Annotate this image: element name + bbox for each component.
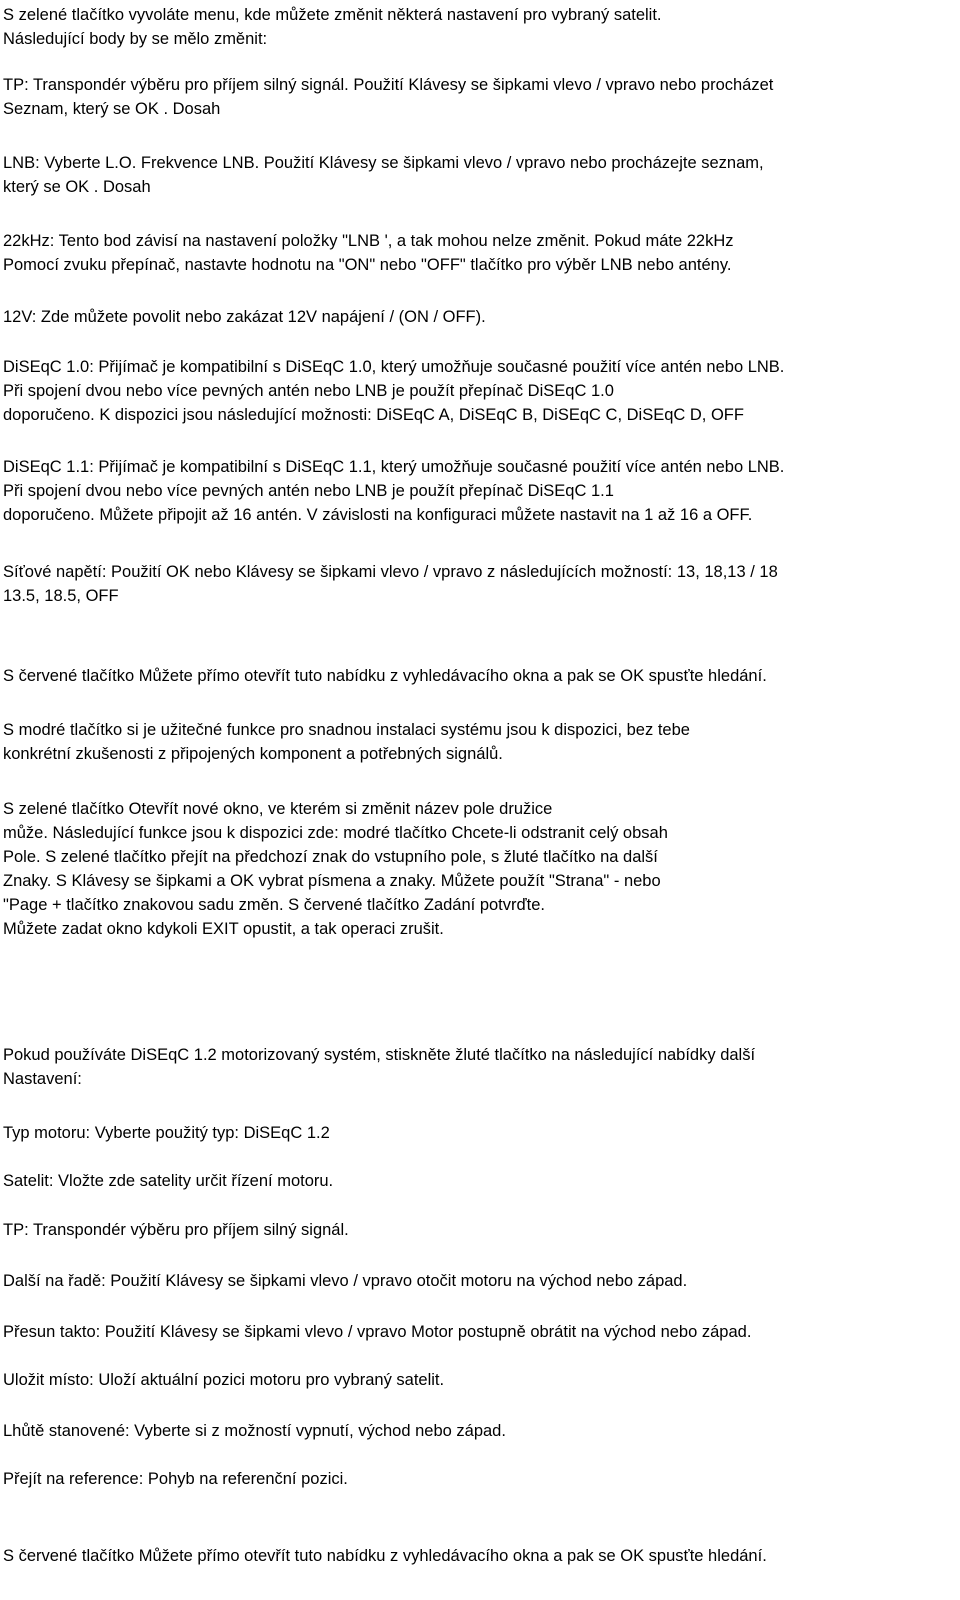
paragraph-red-button bbox=[3, 664, 953, 688]
text-line: Další na řadě: Použití Klávesy se šipkami vlevo / vpravo otočit motoru na východ nebo západ. bbox=[3, 1272, 688, 1290]
paragraph-green-button-rename bbox=[3, 797, 953, 941]
text-line: Pole. S zelené tlačítko přejít na předchozí znak do vstupního pole, s žluté tlačítko na další bbox=[3, 848, 658, 866]
text-line: Přesun takto: Použití Klávesy se šipkami vlevo / vpravo Motor postupně obrátit na východ nebo západ. bbox=[3, 1323, 752, 1341]
paragraph-limits bbox=[3, 1419, 953, 1443]
paragraph-motor-type bbox=[3, 1121, 953, 1145]
text-line: Pomocí zvuku přepínač, nastavte hodnotu na "ON" nebo "OFF" tlačítko pro výběr LNB nebo antény. bbox=[3, 256, 732, 274]
text-line: 22kHz: Tento bod závisí na nastavení položky "LNB ', a tak mohou nelze změnit. Pokud máte 22kHz bbox=[3, 232, 734, 250]
paragraph-red-button-2 bbox=[3, 1544, 953, 1568]
paragraph-voltage bbox=[3, 560, 953, 608]
text-line: Přejít na reference: Pohyb na referenční pozici. bbox=[3, 1470, 348, 1488]
text-line: Satelit: Vložte zde satelity určit řízení motoru. bbox=[3, 1172, 334, 1190]
text-line: Uložit místo: Uloží aktuální pozici motoru pro vybraný satelit. bbox=[3, 1371, 445, 1389]
paragraph-diseqc-12 bbox=[3, 1043, 953, 1091]
text-line: Při spojení dvou nebo více pevných antén nebo LNB je použít přepínač DiSEqC 1.1 bbox=[3, 482, 614, 500]
text-line: TP: Transpondér výběru pro příjem silný signál. Použití Klávesy se šipkami vlevo / vpravo nebo procházet bbox=[3, 76, 774, 94]
text-line: "Page + tlačítko znakovou sadu změn. S červené tlačítko Zadání potvrďte. bbox=[3, 896, 546, 914]
paragraph-tp-motor bbox=[3, 1218, 953, 1242]
text-line: Při spojení dvou nebo více pevných antén nebo LNB je použít přepínač DiSEqC 1.0 bbox=[3, 382, 614, 400]
text-line: Znaky. S Klávesy se šipkami a OK vybrat písmena a znaky. Můžete použít "Strana" - nebo bbox=[3, 872, 661, 890]
text-line: S červené tlačítko Můžete přímo otevřít tuto nabídku z vyhledávacího okna a pak se OK spusťte hledání. bbox=[3, 667, 767, 685]
paragraph-intro bbox=[3, 3, 953, 51]
text-line: konkrétní zkušenosti z připojených komponent a potřebných signálů. bbox=[3, 745, 503, 763]
paragraph-satellite bbox=[3, 1169, 953, 1193]
text-line: 12V: Zde můžete povolit nebo zakázat 12V napájení / (ON / OFF). bbox=[3, 308, 486, 326]
paragraph-reference bbox=[3, 1467, 953, 1491]
text-line: TP: Transpondér výběru pro příjem silný signál. bbox=[3, 1221, 349, 1239]
text-line: Typ motoru: Vyberte použitý typ: DiSEqC 1.2 bbox=[3, 1124, 330, 1142]
text-line: S červené tlačítko Můžete přímo otevřít tuto nabídku z vyhledávacího okna a pak se OK spusťte hledání. bbox=[3, 1547, 767, 1565]
text-line: LNB: Vyberte L.O. Frekvence LNB. Použití Klávesy se šipkami vlevo / vpravo nebo procházejte seznam, bbox=[3, 154, 764, 172]
paragraph-diseqc-10 bbox=[3, 355, 953, 427]
text-line: Následující body by se mělo změnit: bbox=[3, 30, 268, 48]
text-line: doporučeno. Můžete připojit až 16 antén. V závislosti na konfiguraci můžete nastavit na 1 až 16 a OFF. bbox=[3, 506, 753, 524]
text-line: Síťové napětí: Použití OK nebo Klávesy se šipkami vlevo / vpravo z následujících možností: 13, 18,13 / 18 bbox=[3, 563, 778, 581]
text-line: DiSEqC 1.1: Přijímač je kompatibilní s DiSEqC 1.1, který umožňuje současné použití více antén nebo LNB. bbox=[3, 458, 785, 476]
paragraph-lnb bbox=[3, 151, 953, 199]
paragraph-22khz bbox=[3, 229, 953, 277]
text-line: Pokud používáte DiSEqC 1.2 motorizovaný systém, stiskněte žluté tlačítko na následující nabídky další bbox=[3, 1046, 756, 1064]
text-line: může. Následující funkce jsou k dispozici zde: modré tlačítko Chcete-li odstranit celý obsah bbox=[3, 824, 668, 842]
text-line: Lhůtě stanovené: Vyberte si z možností vypnutí, východ nebo západ. bbox=[3, 1422, 506, 1440]
text-line: Můžete zadat okno kdykoli EXIT opustit, a tak operaci zrušit. bbox=[3, 920, 444, 938]
text-line: Nastavení: bbox=[3, 1070, 82, 1088]
paragraph-blue-button bbox=[3, 718, 953, 766]
paragraph-tp bbox=[3, 73, 953, 121]
text-line: S zelené tlačítko vyvoláte menu, kde můžete změnit některá nastavení pro vybraný satelit. bbox=[3, 6, 662, 24]
text-line: 13.5, 18.5, OFF bbox=[3, 587, 119, 605]
text-line: S zelené tlačítko Otevřít nové okno, ve kterém si změnit název pole družice bbox=[3, 800, 553, 818]
text-line: S modré tlačítko si je užitečné funkce pro snadnou instalaci systému jsou k dispozici, bez tebe bbox=[3, 721, 690, 739]
paragraph-next bbox=[3, 1269, 953, 1293]
paragraph-move bbox=[3, 1320, 953, 1344]
text-line: Seznam, který se OK . Dosah bbox=[3, 100, 221, 118]
paragraph-save-position bbox=[3, 1368, 953, 1392]
text-line: DiSEqC 1.0: Přijímač je kompatibilní s DiSEqC 1.0, který umožňuje současné použití více antén nebo LNB. bbox=[3, 358, 785, 376]
text-line: který se OK . Dosah bbox=[3, 178, 151, 196]
paragraph-diseqc-11 bbox=[3, 455, 953, 527]
text-line: doporučeno. K dispozici jsou následující možnosti: DiSEqC A, DiSEqC B, DiSEqC C, DiSEqC D, OFF bbox=[3, 406, 744, 424]
paragraph-12v bbox=[3, 305, 953, 329]
